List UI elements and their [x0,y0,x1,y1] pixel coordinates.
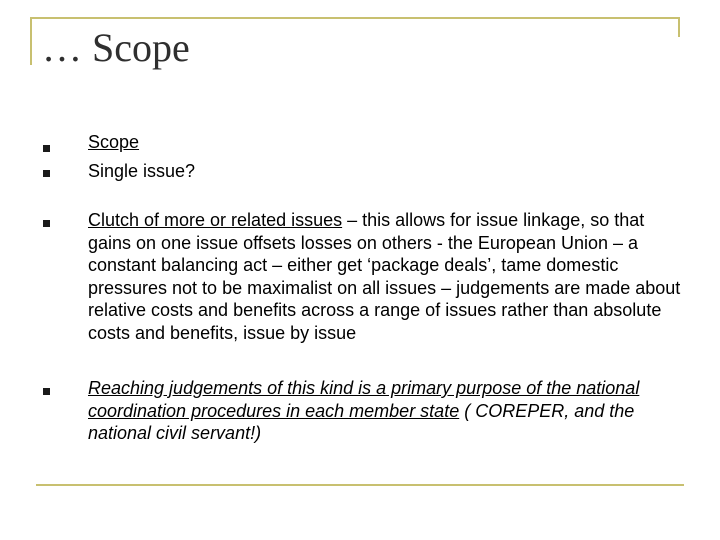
bullet-text-clutch [88,209,688,344]
top-rule [30,17,680,19]
bullet-text-single-issue: Single issue? [88,161,196,181]
slide-title: … Scope [42,25,190,70]
bullet-square-icon [43,388,50,395]
bullet-text-scope [88,131,688,154]
right-rule [678,17,680,37]
bullet-text-reaching [88,377,688,445]
bullet-square-icon [43,220,50,227]
scope-label: Scope [88,132,140,152]
reaching-rest: ( COREPER, and the national civil servant!) [88,400,635,443]
clutch-rest: – this allows for issue linkage, so that gains on one issue offsets losses on others - the European Union – a constant balancing act – either get ‘package deals’, tame domestic pressures not to be maximalist on all issues – judgements are made about relative costs and benefits across a range of issues rather than absolute costs and benefits, issue by issue [88,210,681,343]
left-rule [30,17,32,65]
bullet-square-icon [43,145,50,152]
bottom-rule [36,484,684,486]
reaching-lead: Reaching judgements of this kind is a primary purpose of the national coordination procedures in each member state [88,378,640,421]
bullet-square-icon [43,170,50,177]
clutch-lead: Clutch of more or related issues [88,210,343,230]
